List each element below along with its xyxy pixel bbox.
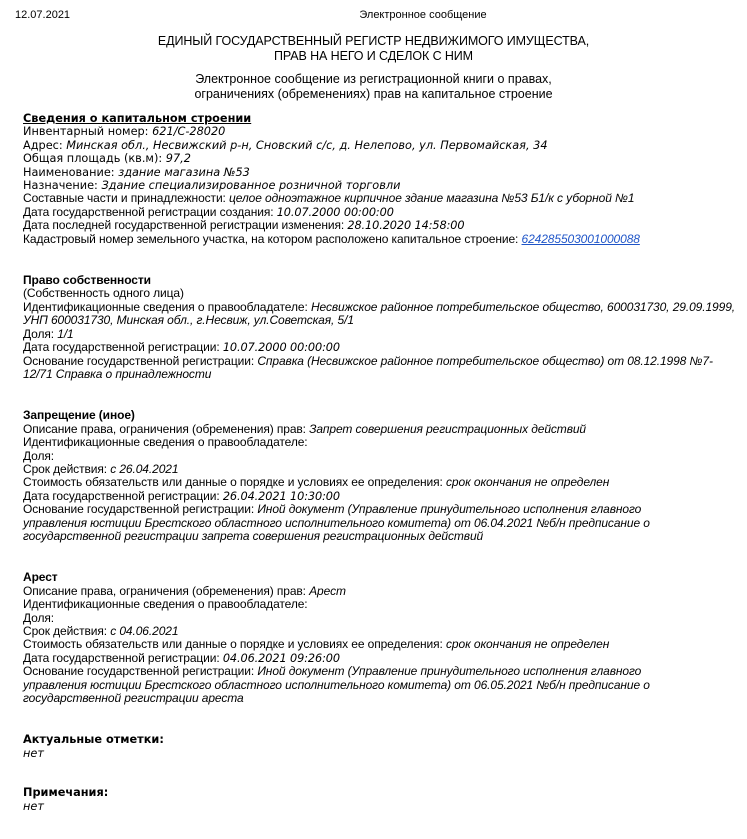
document-subtitle (0, 72, 747, 101)
arrest-share-label: Доля: (23, 610, 55, 625)
ownership-share-row (23, 328, 735, 341)
document-type: Электронное сообщение (359, 9, 487, 21)
actual-marks-section (23, 733, 735, 760)
prohibition-term-row (23, 463, 735, 476)
prohibition-reg-date-value: 26.04.2021 10:30:00 (222, 489, 340, 503)
arrest-basis-label: Основание государственной регистрации: (23, 664, 258, 679)
arrest-holder-label: Идентификационные сведения о правообладателе: (23, 597, 308, 612)
name-row (23, 166, 735, 179)
ownership-heading: Право собственности (23, 273, 151, 288)
building-heading: Сведения о капитальном строении (23, 112, 252, 125)
ownership-basis-value: Справка (Несвижское районное потребительское общество) от 08.12.1998 №7-12/71 Справка о принадлежности (23, 353, 713, 381)
ownership-kind: (Собственность одного лица) (23, 286, 184, 301)
registry-title-line1: ЕДИНЫЙ ГОСУДАРСТВЕННЫЙ РЕГИСТР НЕДВИЖИМОГО ИМУЩЕСТВА, (157, 34, 590, 48)
name-value: здание магазина №53 (118, 165, 250, 179)
parts-label: Составные части и принадлежности: (23, 191, 230, 206)
notes-section (23, 786, 735, 813)
area-value: 97,2 (165, 152, 191, 166)
parts-value: целое одноэтажное кирпичное здание магазина №53 Б1/к с уборной №1 (229, 191, 635, 206)
inventory-number-label: Инвентарный номер: (23, 125, 153, 139)
cadastral-row (23, 233, 735, 246)
name-label: Наименование: (23, 165, 119, 179)
arrest-reg-date-label: Дата государственной регистрации: (23, 650, 223, 665)
ownership-basis-row (23, 355, 735, 382)
prohibition-section (23, 409, 735, 543)
prohibition-cost-row (23, 476, 735, 489)
arrest-reg-date-row (23, 652, 735, 665)
prohibition-reg-date-row (23, 490, 735, 503)
prohibition-cost-value: срок окончания не определен (446, 475, 610, 490)
ownership-reg-date-label: Дата государственной регистрации: (23, 340, 223, 355)
arrest-basis-value: Иной документ (Управление принудительного исполнения главного управления юстиции Брестского областного исполнительного комитета) от 06.05.2021 №б/н предписание о государственной регистрации ареста (23, 664, 650, 706)
prohibition-term-value: с 26.04.2021 (110, 461, 179, 476)
actual-marks-value: нет (23, 746, 44, 760)
created-date-row (23, 206, 735, 219)
document-subtitle-line1: Электронное сообщение из регистрационной книги о правах, (195, 72, 552, 86)
prohibition-desc-label: Описание права, ограничения (обременения) прав: (23, 421, 310, 436)
prohibition-basis-label: Основание государственной регистрации: (23, 502, 258, 517)
document-body (23, 112, 735, 839)
arrest-cost-value: срок окончания не определен (446, 637, 610, 652)
prohibition-desc-row (23, 423, 735, 436)
document-subtitle-line2: ограничениях (обременениях) прав на капитальное строение (194, 86, 553, 101)
print-date: 12.07.2021 (15, 9, 71, 21)
purpose-row (23, 179, 735, 192)
area-row (23, 152, 735, 165)
created-date-value: 10.07.2000 00:00:00 (276, 205, 394, 219)
prohibition-cost-label: Стоимость обязательств или данные о порядке и условиях ее определения: (23, 475, 447, 490)
arrest-desc-row (23, 585, 735, 598)
cadastral-number-link[interactable]: 624285503001000088 (521, 231, 640, 246)
ownership-section (23, 274, 735, 381)
notes-heading: Примечания: (23, 786, 109, 800)
area-label: Общая площадь (кв.м): (23, 152, 166, 166)
arrest-desc-value: Арест (309, 583, 346, 598)
prohibition-share-label: Доля: (23, 448, 55, 463)
changed-date-value: 28.10.2020 14:58:00 (347, 219, 465, 233)
cadastral-label: Кадастровый номер земельного участка, на котором расположено капитальное строение: (23, 231, 522, 246)
notes-value: нет (23, 799, 44, 813)
arrest-term-row (23, 625, 735, 638)
building-section (23, 112, 735, 246)
registry-title-line2: ПРАВ НА НЕГО И СДЕЛОК С НИМ (273, 49, 473, 63)
registry-title (0, 34, 747, 64)
ownership-holder-value: Несвижское районное потребительское общество, 600031730, 29.09.1999, УНП 600031730, Минская обл., г.Несвиж, ул.Советская, 5/1 (23, 299, 735, 328)
inventory-number-row (23, 125, 735, 138)
arrest-heading: Арест (23, 570, 58, 585)
prohibition-reg-date-label: Дата государственной регистрации: (23, 488, 223, 503)
ownership-share-value: 1/1 (57, 326, 74, 341)
arrest-reg-date-value: 04.06.2021 09:26:00 (222, 651, 340, 665)
prohibition-basis-value: Иной документ (Управление принудительного исполнения главного управления юстиции Брестского областного исполнительного комитета) от 06.04.2021 №б/н предписание о государственной регистрации запрета совершения регистрационных действий (23, 502, 650, 543)
page-header (0, 9, 747, 23)
arrest-cost-label: Стоимость обязательств или данные о порядке и условиях ее определения: (23, 637, 447, 652)
inventory-number-value: 621/C-28020 (152, 125, 226, 139)
ownership-holder-row (23, 301, 735, 328)
ownership-reg-date-value: 10.07.2000 00:00:00 (222, 341, 340, 355)
purpose-value: Здание специализированное розничной торговли (101, 179, 401, 193)
address-label: Адрес: (23, 138, 67, 152)
prohibition-term-label: Срок действия: (23, 461, 111, 476)
arrest-term-value: с 04.06.2021 (110, 624, 179, 638)
arrest-term-label: Срок действия: (23, 624, 111, 638)
arrest-basis-row (23, 665, 683, 705)
changed-date-row (23, 219, 735, 232)
prohibition-heading: Запрещение (иное) (23, 408, 135, 423)
ownership-share-label: Доля: (23, 326, 58, 341)
prohibition-holder-label: Идентификационные сведения о правообладателе: (23, 435, 308, 450)
address-value: Минская обл., Несвижский р-н, Сновский с/с, д. Нелепово, ул. Первомайская, 34 (66, 138, 548, 152)
prohibition-basis-row (23, 503, 683, 543)
address-row (23, 139, 735, 152)
arrest-desc-label: Описание права, ограничения (обременения) прав: (23, 583, 310, 598)
arrest-cost-row (23, 638, 735, 651)
changed-date-label: Дата последней государственной регистрации изменения: (23, 218, 348, 233)
arrest-section (23, 571, 735, 705)
ownership-reg-date-row (23, 341, 735, 354)
prohibition-desc-value: Запрет совершения регистрационных действий (309, 421, 587, 436)
purpose-label: Назначение: (23, 179, 102, 193)
actual-marks-heading: Актуальные отметки: (23, 733, 164, 747)
parts-row (23, 192, 735, 205)
created-date-label: Дата государственной регистрации создания: (23, 204, 277, 219)
ownership-basis-label: Основание государственной регистрации: (23, 353, 258, 368)
ownership-holder-label: Идентификационные сведения о правообладателе: (23, 299, 311, 314)
